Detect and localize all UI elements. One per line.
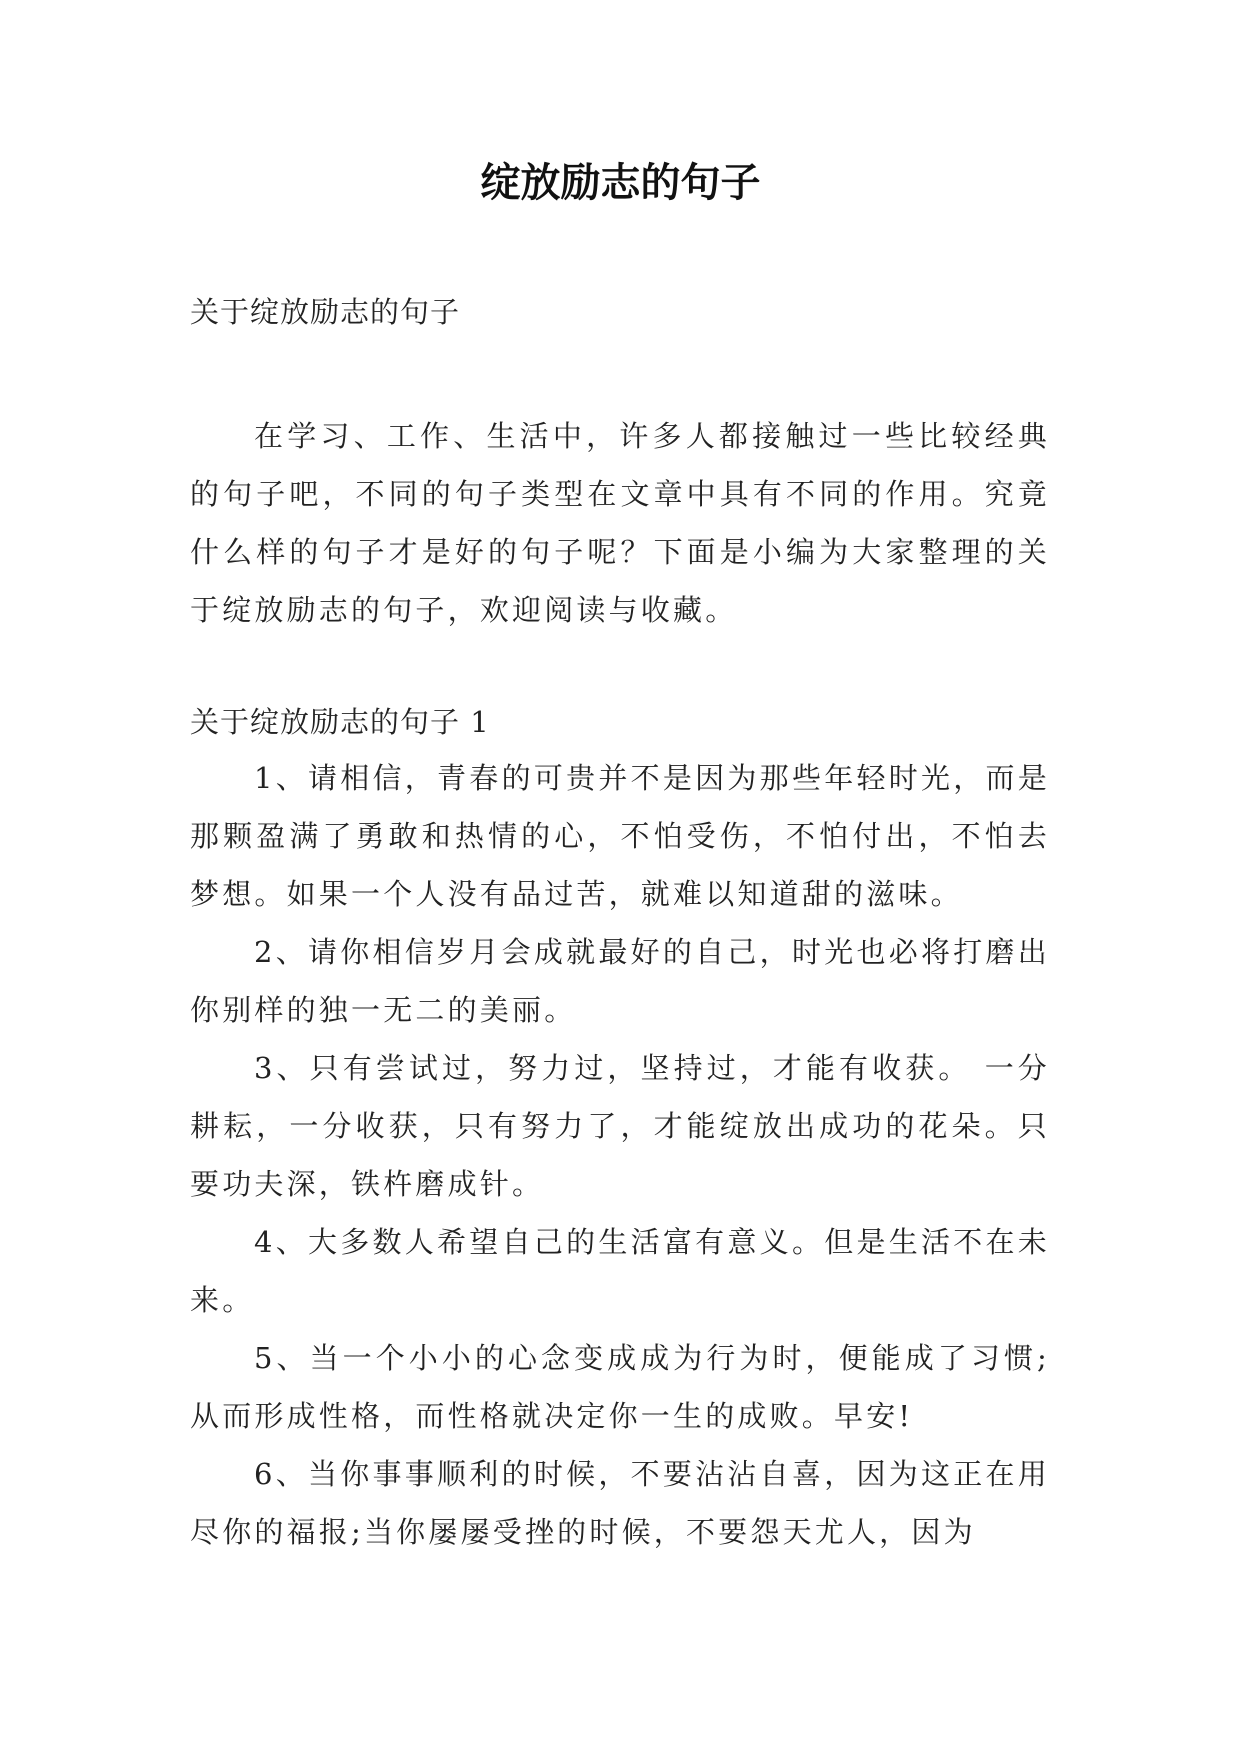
- intro-block: [190, 407, 1050, 639]
- list-item: 1、请相信，青春的可贵并不是因为那些年轻时光，而是那颗盈满了勇敢和热情的心，不怕受伤，不怕付出，不怕去梦想。如果一个人没有品过苦，就难以知道甜的滋味。: [190, 761, 1050, 911]
- list-item: 4、大多数人希望自己的生活富有意义。但是生活不在未来。: [190, 1225, 1050, 1317]
- sentence-list: [190, 749, 1050, 1561]
- list-item: 6、当你事事顺利的时候，不要沾沾自喜，因为这正在用尽你的福报;当你屡屡受挫的时候，不要怨天尤人，因为: [190, 1457, 1050, 1549]
- list-item: 2、请你相信岁月会成就最好的自己，时光也必将打磨出你别样的独一无二的美丽。: [190, 935, 1050, 1027]
- document-title: 绽放励志的句子: [480, 159, 761, 206]
- document-subtitle: 关于绽放励志的句子: [190, 295, 461, 329]
- intro-paragraph: 在学习、工作、生活中，许多人都接触过一些比较经典的句子吧，不同的句子类型在文章中具有不同的作用。究竟什么样的句子才是好的句子呢？下面是小编为大家整理的关于绽放励志的句子，欢迎阅读与收藏。: [190, 419, 1050, 627]
- section-heading: 关于绽放励志的句子 1: [190, 705, 490, 739]
- list-item: 3、只有尝试过，努力过，坚持过，才能有收获。 一分耕耘，一分收获，只有努力了，才能绽放出成功的花朵。只要功夫深，铁杵磨成针。: [190, 1051, 1050, 1201]
- list-item: 5、当一个小小的心念变成成为行为时，便能成了习惯;从而形成性格，而性格就决定你一生的成败。早安!: [190, 1341, 1050, 1433]
